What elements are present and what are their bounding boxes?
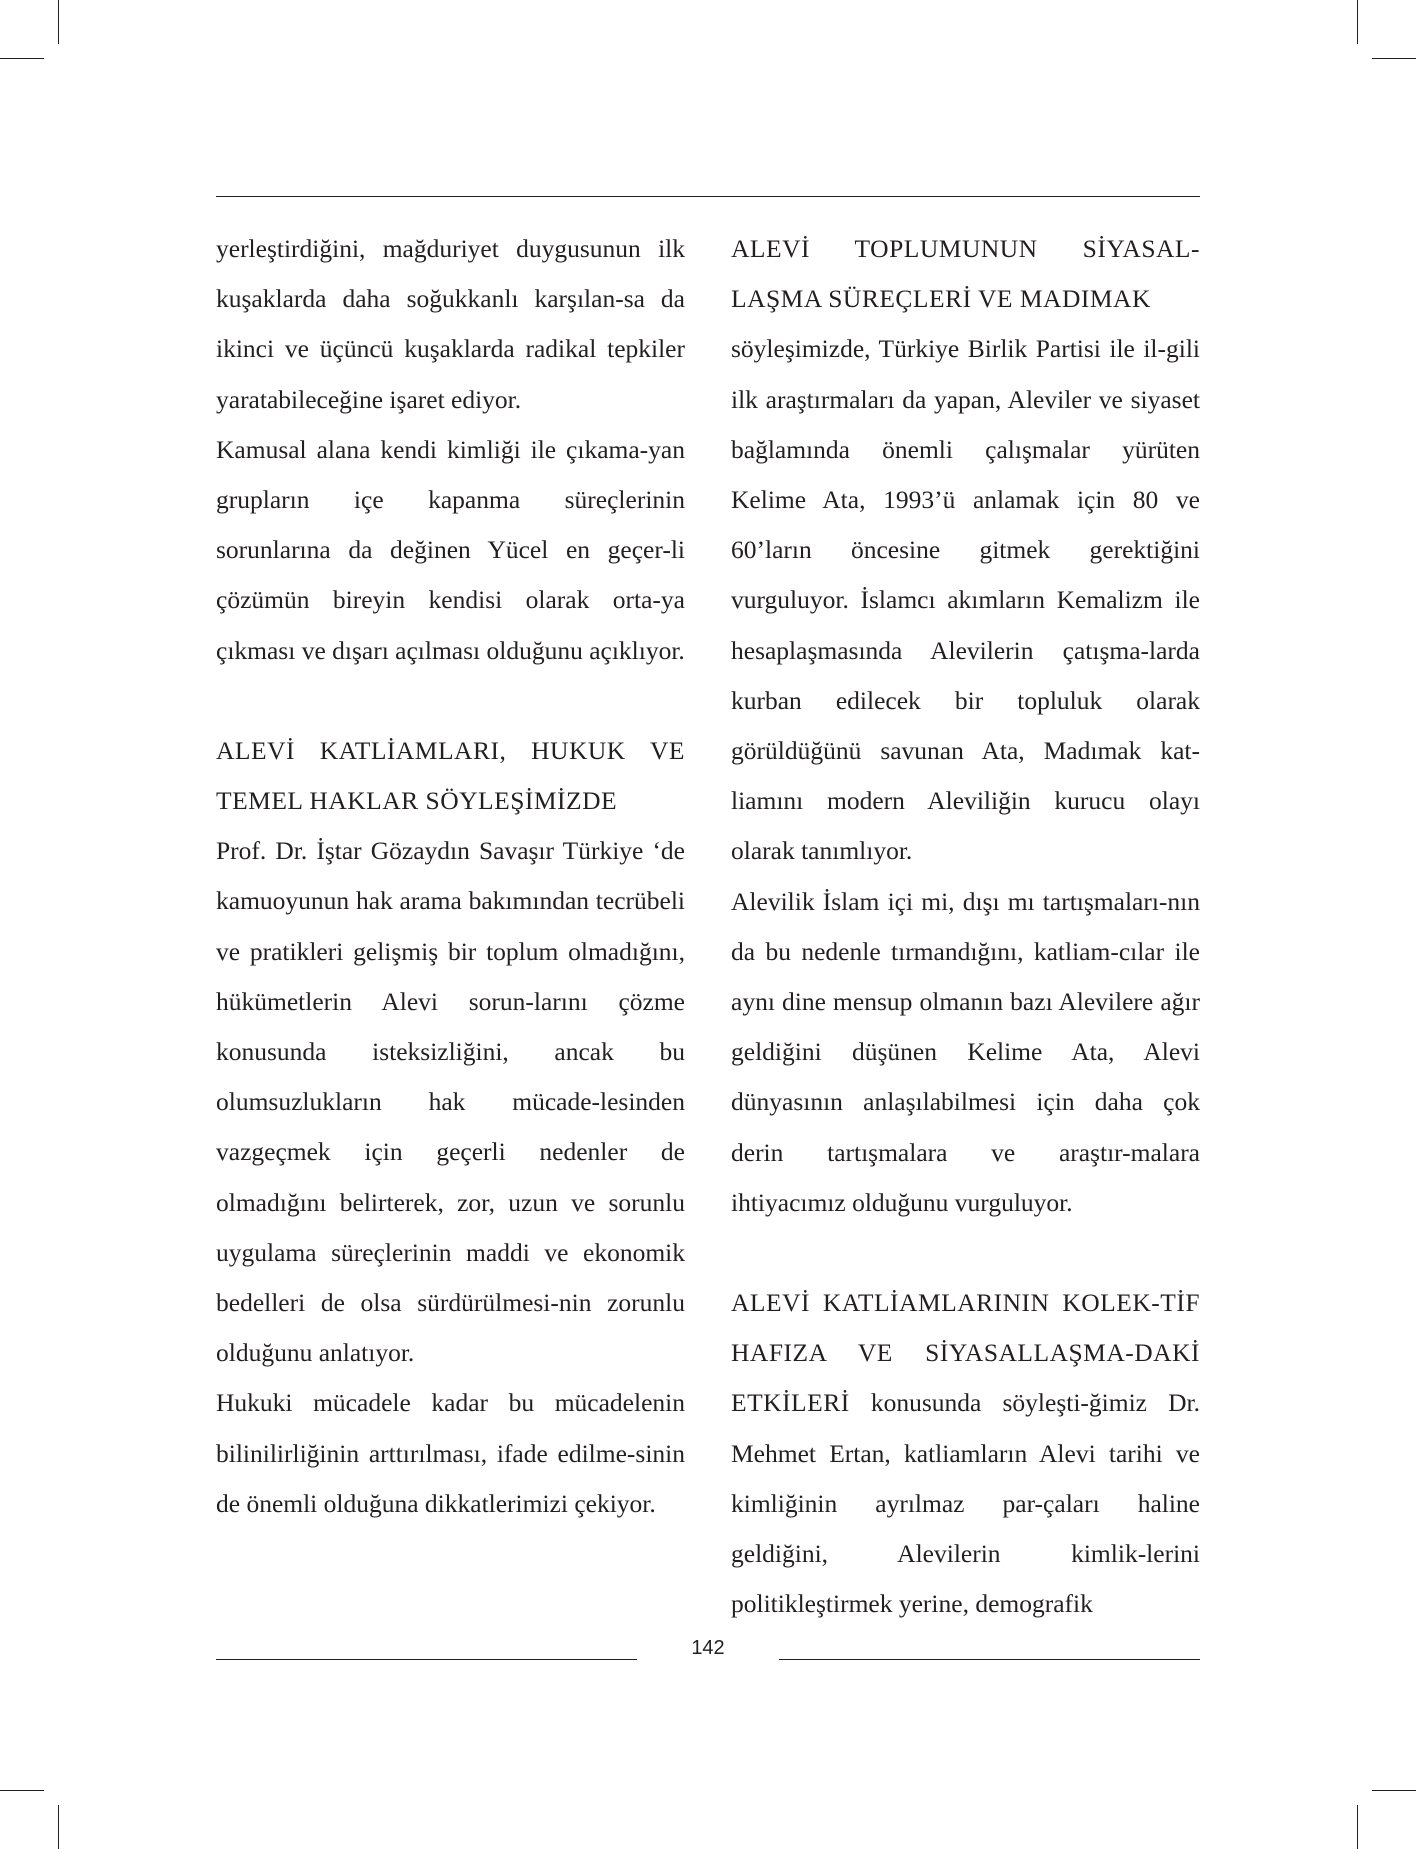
crop-mark [0, 1790, 44, 1791]
paragraph: Alevilik İslam içi mi, dışı mı tartışmaları-nın da bu nedenle tırmandığını, katliam-cılar ile aynı dine mensup olmanın bazı Alevilere ağır geldiğini düşünen Kelime Ata, Alevi dünyasının anlaşılabilmesi için daha çok derin tartışmalara ve araştır-malara ihtiyacımız olduğunu vurguluyor. [731, 886, 1200, 1217]
paragraph: söyleşimizde, Türkiye Birlik Partisi ile il-gili ilk araştırmaları da yapan, Aleviler ve siyaset bağlamında önemli çalışmalar yürüten Kelime Ata, 1993’ü anlamak için 80 ve 60’ların öncesine gitmek gerektiğini vurguluyor. İslamcı akımların Kemalizm ile hesaplaşmasında Alevilerin çatışma-larda kurban edilecek bir topluluk olarak görüldüğünü savunan Ata, Madımak kat-liamını modern Aleviliğin kurucu olayı olarak tanımlıyor. [731, 334, 1200, 866]
crop-mark [1357, 0, 1358, 44]
crop-mark [58, 0, 59, 44]
left-column [216, 224, 685, 1529]
section-heading: ALEVİ KATLİAMLARI, HUKUK VE TEMEL HAKLAR SÖYLEŞİMİZDE [216, 735, 685, 816]
crop-mark [0, 58, 44, 59]
section-heading: ALEVİ TOPLUMUNUN SİYASAL-LAŞMA SÜREÇLERİ VE MADIMAK [731, 234, 1200, 314]
crop-mark [1372, 1790, 1416, 1791]
page-number: 142 [691, 1637, 725, 1659]
footer-rule-right [779, 1659, 1200, 1660]
footer-rule-left [216, 1659, 637, 1660]
paragraph: Hukuki mücadele kadar bu mücadelenin bilinilirliğinin arttırılması, ifade edilme-sinin de önemli olduğuna dikkatlerimizi çekiyor. [216, 1388, 685, 1518]
right-column [731, 224, 1200, 1629]
crop-mark [1372, 58, 1416, 59]
paragraph-spacer [731, 1228, 1200, 1278]
crop-mark [58, 1805, 59, 1849]
paragraph-spacer [216, 676, 685, 726]
paragraph-text: konusunda söyleşti-ğimiz Dr. Mehmet Ertan, katliamların Alevi tarihi ve kimliğinin ayrılmaz par-çaları haline geldiğini, Alevilerin kimlik-lerini politikleştirmek yerine, demografik [731, 1388, 1200, 1619]
paragraph: Kamusal alana kendi kimliği ile çıkama-yan grupların içe kapanma süreçlerinin sorunlarına da değinen Yücel en geçer-li çözümün bireyin kendisi olarak orta-ya çıkması ve dışarı açılması olduğunu açıklıyor. [216, 434, 685, 665]
crop-mark [1357, 1805, 1358, 1849]
header-rule [216, 196, 1200, 197]
paragraph: Prof. Dr. İştar Gözaydın Savaşır Türkiye ‘de kamuoyunun hak arama bakımından tecrübeli ve pratikleri gelişmiş bir toplum olmadığını, hükümetlerin Alevi sorun-larını çözme konusunda isteksizliğini, ancak bu olumsuzlukların hak mücade-lesinden vazgeçmek için geçerli nedenler de olmadığını belirterek, zor, uzun ve sorunlu uygulama süreçlerinin maddi ve ekonomik bedelleri de olsa sürdürülmesi-nin zorunlu olduğunu anlatıyor. [216, 836, 685, 1368]
section-heading: ALEVİ KATLİAMLARININ KOLEK-TİF HAFIZA VE SİYASALLAŞMA-DAKİ ETKİLERİ [731, 1288, 1200, 1418]
paragraph-with-heading [731, 1278, 1200, 1629]
paragraph: yerleştirdiğini, mağduriyet duygusunun ilk kuşaklarda daha soğukkanlı karşılan-sa da ikinci ve üçüncü kuşaklarda radikal tepkiler yaratabileceğine işaret ediyor. [216, 234, 685, 414]
